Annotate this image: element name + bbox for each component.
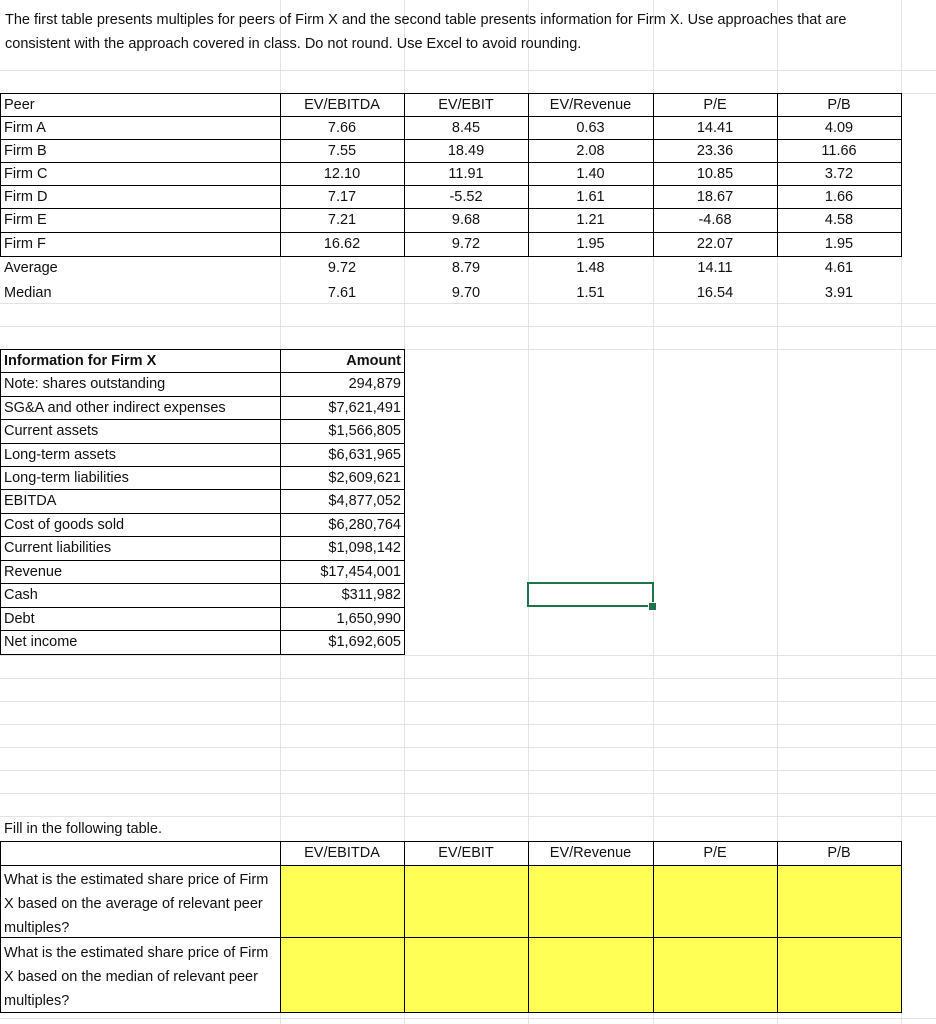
peer-row-name: Firm F bbox=[4, 236, 46, 252]
firm-header-label: Information for Firm X bbox=[4, 353, 157, 369]
answer-average-ev-ebitda[interactable] bbox=[281, 866, 404, 937]
firm-row-amount: $6,631,965 bbox=[328, 447, 401, 463]
peer-cell: 7.17 bbox=[327, 189, 357, 205]
peer-cell: 7.21 bbox=[327, 212, 357, 228]
peer-row-name: Firm B bbox=[4, 143, 47, 159]
summary-cell: 7.61 bbox=[327, 285, 357, 301]
peer-cell: 2.08 bbox=[576, 143, 605, 159]
peer-row-name: Firm D bbox=[4, 189, 48, 205]
peer-cell: 8.45 bbox=[451, 120, 481, 136]
peer-header-pb: P/B bbox=[827, 97, 851, 113]
firm-row-label: Current assets bbox=[4, 423, 99, 439]
summary-cell: 9.72 bbox=[327, 260, 357, 276]
firm-row-amount: $6,280,764 bbox=[328, 517, 401, 533]
peer-cell: 1.21 bbox=[576, 212, 605, 228]
peer-row-name: Firm A bbox=[4, 120, 46, 136]
fill-table-prompt: Fill in the following table. bbox=[4, 821, 162, 837]
peer-cell: 3.72 bbox=[824, 166, 854, 182]
peer-row-name: Firm E bbox=[4, 212, 47, 228]
fill-header-ev-revenue: EV/Revenue bbox=[549, 845, 632, 861]
summary-cell: 14.11 bbox=[697, 260, 733, 276]
peer-cell: 1.40 bbox=[576, 166, 605, 182]
answer-average-pb[interactable] bbox=[778, 866, 901, 937]
peer-cell: -4.68 bbox=[698, 212, 732, 228]
firm-header-amount: Amount bbox=[346, 353, 401, 369]
answer-median-ev-ebitda[interactable] bbox=[281, 938, 404, 1012]
peer-cell: -5.52 bbox=[449, 189, 483, 205]
summary-cell: 4.61 bbox=[824, 260, 854, 276]
firm-row-label: EBITDA bbox=[4, 493, 57, 509]
summary-cell: 1.48 bbox=[576, 260, 605, 276]
selected-cell[interactable] bbox=[527, 582, 654, 607]
answer-median-ev-ebit[interactable] bbox=[405, 938, 528, 1012]
firm-row-label: Revenue bbox=[4, 564, 63, 580]
peer-row-name: Firm C bbox=[4, 166, 48, 182]
peer-cell: 9.68 bbox=[451, 212, 481, 228]
firm-row-amount: $2,609,621 bbox=[328, 470, 401, 486]
firm-row-label: Current liabilities bbox=[4, 540, 112, 556]
peer-cell: 18.49 bbox=[447, 143, 485, 159]
answer-average-ev-revenue[interactable] bbox=[529, 866, 653, 937]
summary-cell: 1.51 bbox=[576, 285, 605, 301]
fill-handle[interactable] bbox=[648, 602, 657, 611]
peer-cell: 18.67 bbox=[696, 189, 734, 205]
fill-header-ev-ebit: EV/EBIT bbox=[438, 845, 494, 861]
fill-header-pb: P/B bbox=[827, 845, 851, 861]
answer-median-ev-revenue[interactable] bbox=[529, 938, 653, 1012]
peer-cell: 14.41 bbox=[696, 120, 734, 136]
peer-cell: 11.66 bbox=[821, 143, 857, 159]
peer-cell: 1.66 bbox=[824, 189, 854, 205]
fill-header-pe: P/E bbox=[703, 845, 727, 861]
answer-median-pe[interactable] bbox=[654, 938, 777, 1012]
peer-cell: 22.07 bbox=[696, 236, 734, 252]
peer-cell: 1.95 bbox=[576, 236, 605, 252]
peer-header-ev-revenue: EV/Revenue bbox=[549, 97, 632, 113]
summary-cell: 3.91 bbox=[824, 285, 854, 301]
firm-row-label: SG&A and other indirect expenses bbox=[4, 400, 226, 416]
fill-header-ev-ebitda: EV/EBITDA bbox=[304, 845, 380, 861]
peer-cell: 0.63 bbox=[576, 120, 605, 136]
peer-cell: 10.85 bbox=[696, 166, 734, 182]
peer-cell: 7.55 bbox=[327, 143, 357, 159]
peer-cell: 16.62 bbox=[323, 236, 361, 252]
firm-row-amount: $1,566,805 bbox=[328, 423, 401, 439]
firm-row-label: Cash bbox=[4, 587, 38, 603]
peer-cell: 4.58 bbox=[824, 212, 854, 228]
peer-header-ev-ebit: EV/EBIT bbox=[438, 97, 494, 113]
answer-average-pe[interactable] bbox=[654, 866, 777, 937]
summary-cell: 16.54 bbox=[696, 285, 734, 301]
firm-row-amount: $311,982 bbox=[341, 587, 401, 603]
firm-row-label: Long-term assets bbox=[4, 447, 117, 463]
peer-header-pe: P/E bbox=[703, 97, 727, 113]
peer-cell: 1.95 bbox=[824, 236, 854, 252]
peer-cell: 11.91 bbox=[448, 166, 484, 182]
answer-average-ev-ebit[interactable] bbox=[405, 866, 528, 937]
peer-cell: 9.72 bbox=[451, 236, 481, 252]
firm-row-amount: $17,454,001 bbox=[320, 564, 401, 580]
answer-median-pb[interactable] bbox=[778, 938, 901, 1012]
instructions-text: The first table presents multiples for peers of Firm X and the second table presents information for Firm X. Use approaches that are consistent with the approach covered in class. Do not round. Use Excel to avoid rounding. bbox=[5, 12, 847, 52]
peer-cell: 12.10 bbox=[323, 166, 361, 182]
question-median: What is the estimated share price of Firm X based on the median of relevant peer multiples? bbox=[4, 945, 269, 1009]
firm-row-label: Cost of goods sold bbox=[4, 517, 125, 533]
firm-row-label: Note: shares outstanding bbox=[4, 376, 166, 392]
firm-row-amount: 1,650,990 bbox=[336, 611, 401, 627]
peer-cell: 4.09 bbox=[824, 120, 854, 136]
firm-row-amount: $1,098,142 bbox=[328, 540, 401, 556]
summary-cell: 9.70 bbox=[451, 285, 481, 301]
summary-cell: 8.79 bbox=[451, 260, 481, 276]
firm-row-amount: 294,879 bbox=[348, 376, 401, 392]
summary-row-name: Median bbox=[4, 285, 52, 301]
peer-cell: 7.66 bbox=[327, 120, 357, 136]
peer-header-ev-ebitda: EV/EBITDA bbox=[304, 97, 380, 113]
firm-row-label: Net income bbox=[4, 634, 78, 650]
firm-row-amount: $7,621,491 bbox=[328, 400, 401, 416]
peer-cell: 1.61 bbox=[576, 189, 605, 205]
firm-row-label: Debt bbox=[4, 611, 35, 627]
firm-row-label: Long-term liabilities bbox=[4, 470, 129, 486]
firm-row-amount: $4,877,052 bbox=[328, 493, 401, 509]
summary-row-name: Average bbox=[4, 260, 58, 276]
firm-row-amount: $1,692,605 bbox=[328, 634, 401, 650]
peer-header-peer: Peer bbox=[4, 97, 35, 113]
peer-cell: 23.36 bbox=[696, 143, 734, 159]
question-average: What is the estimated share price of Firm X based on the average of relevant peer multiples? bbox=[4, 872, 269, 936]
